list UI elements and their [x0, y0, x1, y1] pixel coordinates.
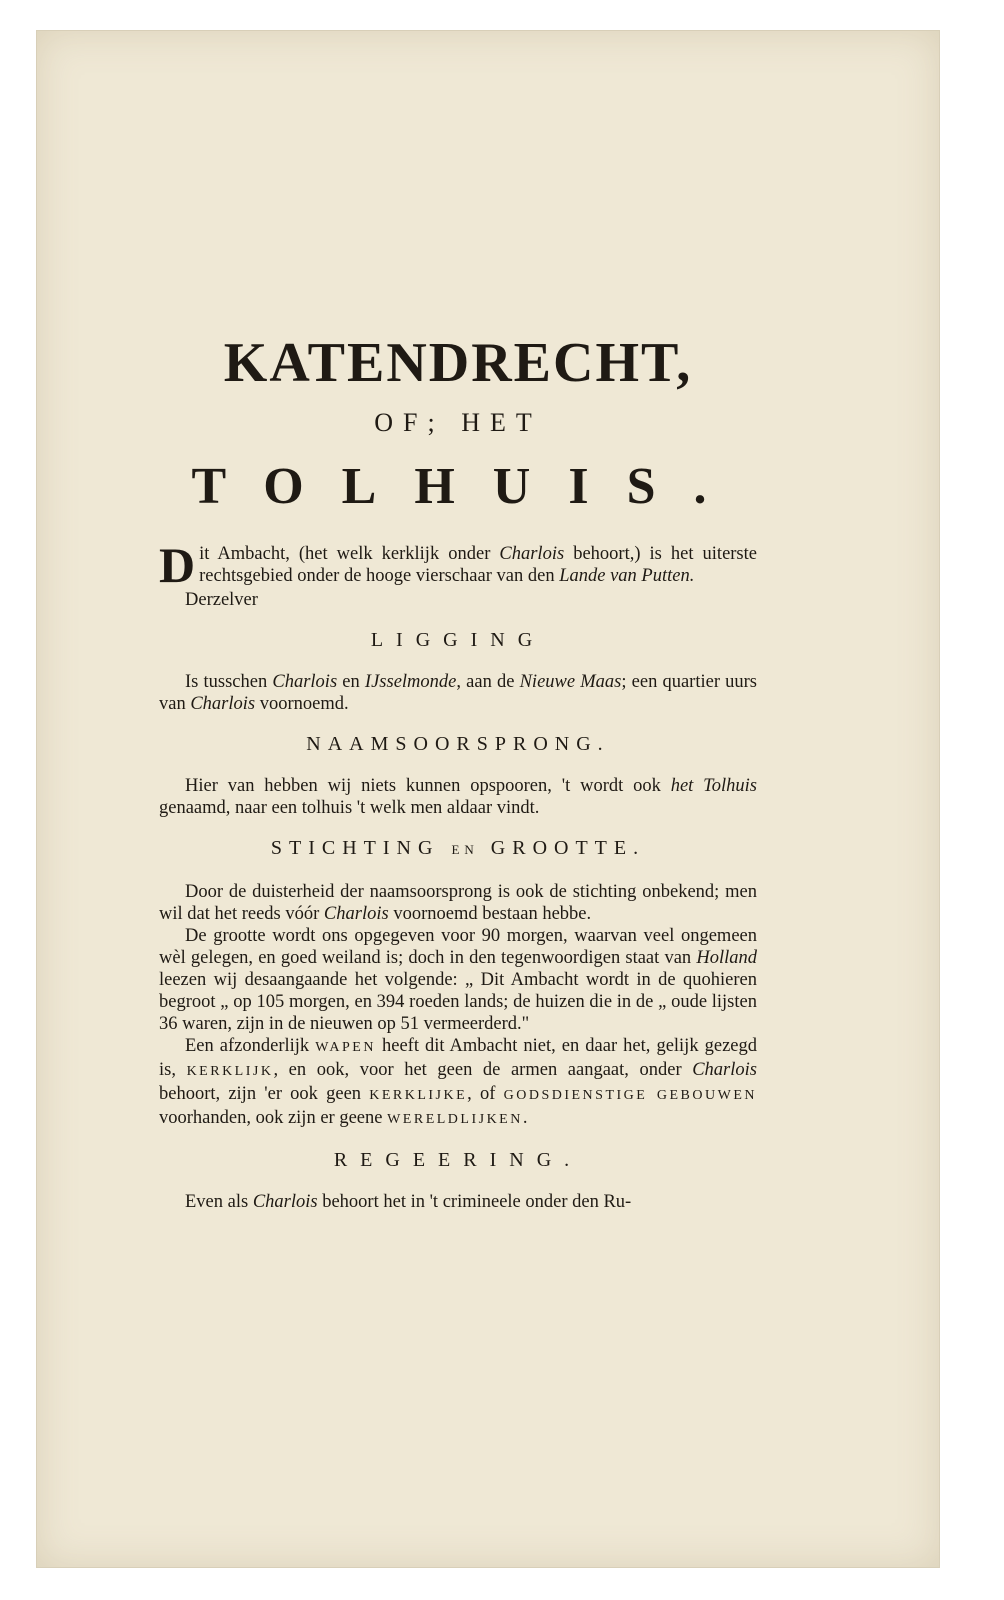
- text-run: Hier van hebben wij niets kunnen opspooren, 't wordt ook: [185, 776, 671, 796]
- intro-text: [199, 544, 757, 586]
- text-run: behoort,) is het uiterste rechtsgebied onder de hooge vierschaar van den: [199, 544, 757, 586]
- italic-text: Charlois: [190, 694, 256, 714]
- text-run: De grootte wordt ons opgegeven voor 90 morgen, waarvan veel ongemeen wèl gelegen, en goed weiland is; doch in den tegenwoordigen staat van: [159, 926, 757, 968]
- intro-derzelver: Derzelver: [185, 590, 258, 610]
- text-run: heeft dit Ambacht niet, en daar het, gelijk gezegd is,: [159, 1036, 757, 1080]
- stichting-paragraph-1: [159, 881, 757, 925]
- stichting-paragraph-2: [159, 925, 757, 1035]
- heading-regeering: REGEERING.: [333, 1149, 583, 1171]
- text-run: .: [522, 1108, 528, 1128]
- text-run: , aan de: [456, 672, 520, 692]
- heading-naamsoorsprong: NAAMSOORSPRONG.: [306, 733, 610, 755]
- italic-text: Holland: [696, 948, 757, 968]
- heading-ligging: LIGGING: [370, 629, 546, 651]
- stichting-paragraph-3: [159, 1035, 757, 1131]
- naam-paragraph: [159, 775, 757, 819]
- smallcaps-text: WERELDLIJKEN: [387, 1112, 523, 1127]
- text-run: behoort het in 't crimineele onder den Ru-: [317, 1192, 632, 1212]
- text-run: en: [337, 672, 365, 692]
- text-run: voornoemd bestaan hebbe.: [388, 904, 592, 924]
- heading-stichting-c: GROOTTE.: [490, 837, 646, 859]
- text-run: voorhanden, ook zijn er geene: [159, 1108, 388, 1128]
- heading-stichting-b: EN: [451, 842, 479, 857]
- italic-text: Lande van Putten.: [559, 566, 695, 586]
- italic-text: Charlois: [252, 1192, 318, 1212]
- heading-stichting: [159, 835, 757, 863]
- text-run: behoort, zijn 'er ook geen: [159, 1084, 370, 1104]
- drop-cap: D: [159, 537, 196, 593]
- italic-text: het Tolhuis: [670, 776, 757, 796]
- italic-text: Charlois: [323, 904, 389, 924]
- page-title: KATENDRECHT,: [223, 332, 693, 394]
- page-subtitle: OF; HET: [374, 408, 542, 437]
- intro-paragraph: [159, 537, 757, 593]
- text-run: , en ook, voor het geen de armen aangaat, onder: [273, 1060, 693, 1080]
- document-page: [36, 30, 940, 1568]
- italic-text: Charlois: [272, 672, 338, 692]
- italic-text: Nieuwe Maas: [519, 672, 622, 692]
- text-run: it Ambacht, (het welk kerklijk onder: [199, 544, 500, 564]
- smallcaps-text: KERKLIJKE: [369, 1088, 468, 1103]
- italic-text: Charlois: [499, 544, 565, 564]
- heading-stichting-a: STICHTING: [270, 837, 440, 859]
- smallcaps-text: GODSDIENSTIGE GEBOUWEN: [503, 1088, 757, 1103]
- text-run: leezen wij desaangaande het volgende: „ Dit Ambacht wordt in de quohieren begroot „ op 105 morgen, en 394 roeden lands; de huizen die in de „ oude lijsten 36 waren, zijn in de nieuwen op 51 vermeerderd.": [159, 970, 757, 1034]
- smallcaps-text: WAPEN: [315, 1040, 376, 1055]
- text-run: , of: [467, 1084, 504, 1104]
- page-title-secondary: TOLHUIS.: [191, 458, 745, 515]
- text-run: Even als: [185, 1192, 253, 1212]
- regeering-paragraph: [159, 1191, 757, 1213]
- page-content: [159, 331, 757, 1213]
- ligging-paragraph: [159, 671, 757, 715]
- text-run: ; een quartier uurs van: [159, 672, 758, 714]
- text-run: Is tusschen: [185, 672, 273, 692]
- text-run: genaamd, naar een tolhuis 't welk men aldaar vindt.: [159, 798, 540, 818]
- text-run: Door de duisterheid der naamsoorsprong is ook de stichting onbekend; men wil dat het reeds vóór: [159, 882, 757, 924]
- smallcaps-text: KERKLIJK: [186, 1064, 274, 1079]
- italic-text: Charlois: [692, 1060, 757, 1080]
- text-run: Een afzonderlijk: [185, 1036, 316, 1056]
- text-run: voornoemd.: [255, 694, 349, 714]
- italic-text: IJsselmonde: [364, 672, 457, 692]
